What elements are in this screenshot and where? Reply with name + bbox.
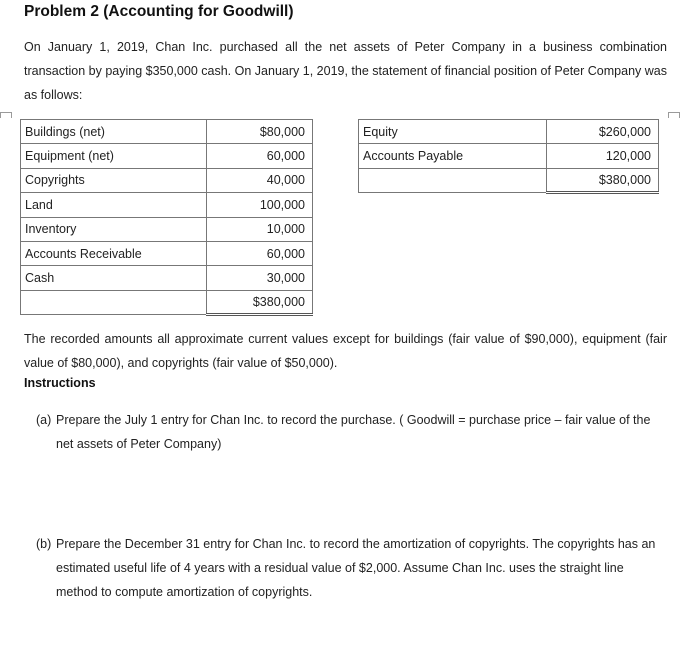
item-label: (a): [36, 413, 52, 427]
instruction-item-b: [36, 532, 666, 604]
total-row: [359, 168, 659, 192]
asset-value: 10,000: [207, 217, 313, 241]
table-row: [21, 193, 313, 217]
intro-paragraph: On January 1, 2019, Chan Inc. purchased all the net assets of Peter Company in a business combination transaction by paying $350,000 cash. On January 1, 2019, the statement of financial position of Peter Company was as follows:: [24, 40, 667, 102]
liabilities-table: [358, 119, 659, 194]
asset-value: 60,000: [207, 144, 313, 168]
asset-label: Land: [21, 193, 207, 217]
asset-total-value: $380,000: [207, 290, 313, 314]
table-row: [21, 217, 313, 241]
asset-value: $80,000: [207, 120, 313, 144]
asset-value: 30,000: [207, 266, 313, 290]
table-row: [359, 120, 659, 144]
asset-label: Inventory: [21, 217, 207, 241]
item-text: Prepare the July 1 entry for Chan Inc. to record the purchase. ( Goodwill = purchase price – fair value of the net assets of Peter Company): [56, 413, 651, 451]
problem-title: Problem 2 (Accounting for Goodwill): [24, 3, 294, 20]
liability-value: $260,000: [547, 120, 659, 144]
table-row: [21, 241, 313, 265]
asset-value: 60,000: [207, 241, 313, 265]
liability-label: Equity: [359, 120, 547, 144]
asset-label: Equipment (net): [21, 144, 207, 168]
table-move-handle-right[interactable]: [668, 112, 680, 118]
table-row: [21, 120, 313, 144]
table-row: [21, 144, 313, 168]
asset-label: Copyrights: [21, 168, 207, 192]
asset-value: 100,000: [207, 193, 313, 217]
liability-value: 120,000: [547, 144, 659, 168]
asset-label: Accounts Receivable: [21, 241, 207, 265]
table-row: [21, 168, 313, 192]
table-row: [359, 144, 659, 168]
total-row: [21, 290, 313, 314]
asset-total-label: [21, 290, 207, 314]
assets-table: [20, 119, 313, 316]
fair-value-paragraph: The recorded amounts all approximate current values except for buildings (fair value of $90,000), equipment (fair value of $80,000), and copyrights (fair value of $50,000).: [24, 332, 667, 370]
liability-label: Accounts Payable: [359, 144, 547, 168]
table-move-handle[interactable]: [0, 112, 12, 118]
asset-label: Buildings (net): [21, 120, 207, 144]
liability-total-value: $380,000: [547, 168, 659, 192]
liability-total-label: [359, 168, 547, 192]
item-label: (b): [36, 537, 52, 551]
asset-value: 40,000: [207, 168, 313, 192]
table-row: [21, 266, 313, 290]
asset-label: Cash: [21, 266, 207, 290]
item-text: Prepare the December 31 entry for Chan Inc. to record the amortization of copyrights. The copyrights has an estimated useful life of 4 years with a residual value of $2,000. Assume Chan Inc. uses the straight line method to compute amortization of copyrights.: [56, 537, 656, 599]
instruction-item-a: [36, 408, 666, 456]
instructions-heading: Instructions: [24, 376, 96, 390]
